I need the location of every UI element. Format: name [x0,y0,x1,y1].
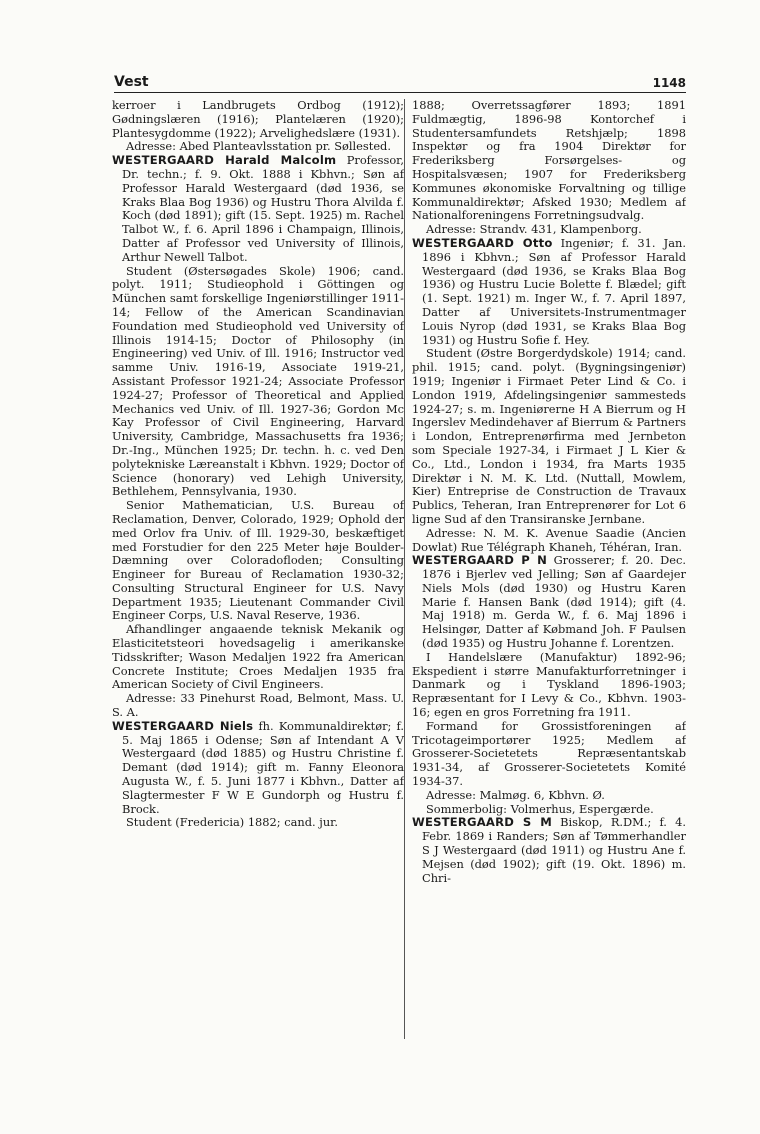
paragraph-text: Senior Mathematician, U.S. Bureau of Reclamation, Denver, Colorado, 1929; Ophold der med Orlov fra Univ. of Ill. 1929-30, beskæftiget med Forstudier for den 225 Meter høje Boulder-Dæmning over Coloradofloden; Consulting Engineer for Bureau of Reclamation 1930-32; Consulting Structural Engineer for U.S. Navy Department 1935; Lieutenant Commander Civil Engineer Corps, U.S. Naval Reserve, 1936. [112,498,404,623]
biography-paragraph [112,140,404,154]
biography-paragraph [412,223,686,237]
column-divider [404,99,405,1039]
paragraph-text: Student (Fredericia) 1882; cand. jur. [126,815,338,830]
biography-entry [412,237,686,347]
biography-paragraph [412,99,686,223]
paragraph-text: Biskop, R.DM.; f. 4. Febr. 1869 i Randers; Søn af Tømmerhandler S J Westergaard (død 1911) og Hustru Ane f. Mejsen (død 1902); gift (19. Okt. 1896) m. Chri- [422,815,686,885]
paragraph-text: kerroer i Landbrugets Ordbog (1912); Gødningslæren (1916); Plantelæren (1920); Plantesygdomme (1922); Arvelighedslære (1931). [112,99,404,140]
biography-paragraph [412,803,686,817]
paragraph-text: Formand for Grossistforeningen af Tricotageimportører 1925; Medlem af Grosserer-Societetets Repræsentantskab 1931-34, af Grosserer-Societetets Komité 1934-37. [412,718,686,789]
paragraph-text: Adresse: 33 Pinehurst Road, Belmont, Mass. U. S. A. [112,691,404,720]
paragraph-text: Adresse: Malmøg. 6, Kbhvn. Ø. [426,787,605,802]
paragraph-text: Afhandlinger angaaende teknisk Mekanik og Elasticitetsteori hovedsagelig i amerikanske Tidsskrifter; Wason Medaljen 1922 fra American Concrete Institute; Croes Medaljen 1935 fra American Society of Civil Engineers. [112,622,404,692]
running-title: Vest [114,74,149,90]
biography-entry [112,720,404,817]
biography-paragraph [112,623,404,692]
paragraph-text: Student (Østersøgades Skole) 1906; cand. polyt. 1911; Studieophold i Göttingen og München samt forskellige Ingeniørstillinger 1911-14; Fellow of the American Scandinavian Foundation med Studieophold ved University of Illinois 1914-15; Doctor of Philosophy (in Engineering) ved Univ. of Ill. 1916; Instructor ved samme Univ. 1916-19, Associate 1919-21, Assistant Professor 1921-24; Associate Professor 1924-27; Professor of Theoretical and Applied Mechanics ved Univ. of Ill. 1927-36; Gordon Mc Kay Professor of Civil Engineering, Harvard University, Cambridge, Massachusetts fra 1936; Dr.-Ing., München 1925; Dr. techn. h. c. ved Den polytekniske Læreanstalt i Kbhvn. 1929; Doctor of Science (honorary) ved Lehigh University, Bethlehem, Pennsylvania, 1930. [112,263,404,499]
entry-name: WESTERGAARD S M [412,815,552,830]
biography-paragraph [412,527,686,555]
biography-paragraph [112,692,404,720]
paragraph-text: fh. Kommunaldirektør; f. 5. Maj 1865 i Odense; Søn af Intendant A V Westergaard (død 1885) og Hustru Christine f. Demant (død 1914); gift m. Fanny Eleonora Augusta W., f. 5. Juni 1877 i Kbhvn., Datter af Slagtermester F W E Gundorph og Hustru f. Brock. [122,718,404,816]
page-number: 1148 [652,76,686,90]
biography-paragraph [412,789,686,803]
entry-name: WESTERGAARD Harald Malcolm [112,153,337,168]
paragraph-text: Adresse: N. M. K. Avenue Saadie (Ancien Dowlat) Rue Télégraph Khaneh, Téhéran, Iran. [412,525,686,554]
biography-paragraph [112,265,404,500]
biography-paragraph [412,651,686,720]
biography-paragraph [412,720,686,789]
biography-paragraph [412,347,686,526]
paragraph-text: 1888; Overretssagfører 1893; 1891 Fuldmægtig, 1896-98 Kontorchef i Studentersamfundets Retshjælp; 1898 Inspektør og fra 1904 Direktør for Frederiksberg Forsørgelses- og Hospitalsvæsen; 1907 for Frederiksberg Kommunes økonomiske Forvaltning og tillige Kommunaldirektør; Afsked 1930; Medlem af Nationalforeningens Forretningsudvalg. [412,99,686,223]
biography-entry [412,816,686,885]
paragraph-text: Adresse: Strandv. 431, Klampenborg. [426,222,642,237]
biography-entry [112,154,404,264]
entry-name: WESTERGAARD Otto [412,235,553,250]
right-column [412,99,686,1099]
paragraph-text: Ingeniør; f. 31. Jan. 1896 i Kbhvn.; Søn af Professor Harald Westergaard (død 1936, se Kraks Blaa Bog 1936) og Hustru Lucie Bolette f. Blædel; gift (1. Sept. 1921) m. Inger W., f. 7. April 1897, Datter af Universitets-Instrumentmager Louis Nyrop (død 1931, se Kraks Blaa Bog 1931) og Hustru Sofie f. Hey. [422,235,686,347]
paragraph-text: Professor, Dr. techn.; f. 9. Okt. 1888 i Kbhvn.; Søn af Professor Harald Westergaard (død 1936, se Kraks Blaa Bog 1936) og Hustru Thora Alvilda f. Koch (død 1891); gift (15. Sept. 1925) m. Rachel Talbot W., f. 6. April 1896 i Champaign, Illinois, Datter af Professor ved University of Illinois, Arthur Newell Talbot. [122,153,404,264]
page-header [114,70,686,93]
paragraph-text: Adresse: Abed Planteavlsstation pr. Søllested. [126,139,391,154]
biography-paragraph [112,99,404,140]
biography-entry [412,554,686,651]
left-column [112,99,404,1099]
paragraph-text: I Handelslære (Manufaktur) 1892-96; Ekspedient i større Manufakturforretninger i Danmark og i Tyskland 1896-1903; Repræsentant for I Levy & Co., Kbhvn. 1903-16; egen en gros Forretning fra 1911. [412,649,686,720]
entry-name: WESTERGAARD Niels [112,718,254,733]
entry-name: WESTERGAARD P N [412,553,547,568]
biography-paragraph [112,816,404,830]
paragraph-text: Grosserer; f. 20. Dec. 1876 i Bjerlev ved Jelling; Søn af Gaardejer Niels Mols (død 1930) og Hustru Karen Marie f. Hansen Bank (død 1914); gift (4. Maj 1918) m. Gerda W., f. 6. Maj 1896 i Helsingør, Datter af Købmand Joh. F Paulsen (død 1935) og Hustru Johanne f. Lorentzen. [422,553,686,651]
biography-paragraph [112,499,404,623]
paragraph-text: Student (Østre Borgerdydskole) 1914; cand. phil. 1915; cand. polyt. (Bygningsingeniør) 1919; Ingeniør i Firmaet Peter Lind & Co. i London 1919, Afdelingsingeniør sammesteds 1924-27; s. m. Ingeniørerne H A Bierrum og H Ingerslev Medindehaver af Bierrum & Partners i London, Entreprenørfirma med Jernbeton som Speciale 1927-34, i Firmaet J L Kier & Co., Ltd., London i 1934, fra Marts 1935 Direktør i N. M. K. Ltd. (Nuttall, Mowlem, Kier) Entreprise de Construction de Travaux Publics, Teheran, Iran Entreprenører for Lot 6 ligne Sud af den Transiranske Jernbane. [412,346,686,526]
paragraph-text: Sommerbolig: Volmerhus, Espergærde. [426,801,654,816]
